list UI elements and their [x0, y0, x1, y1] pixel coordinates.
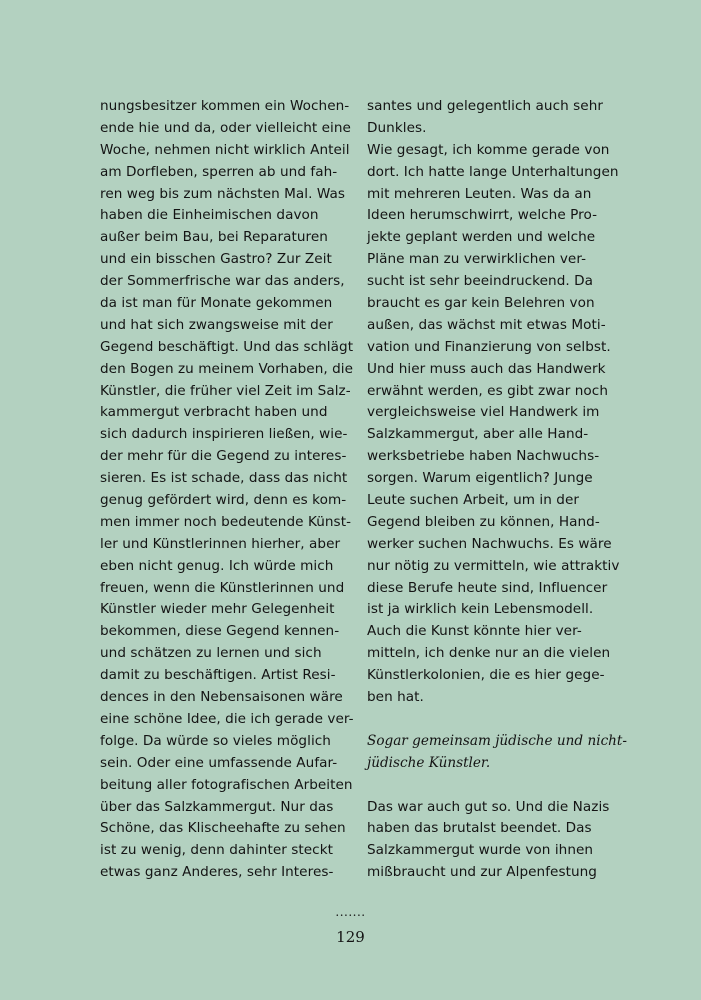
text-line: men immer noch bedeutende Künst-	[100, 513, 352, 530]
text-line: sein. Oder eine umfassende Aufar-	[100, 754, 338, 771]
text-line: mit mehreren Leuten. Was da an	[367, 185, 592, 202]
text-line: Leute suchen Arbeit, um in der	[367, 492, 580, 509]
text-line: Salzkammergut wurde von ihnen	[367, 842, 594, 859]
text-line: beitung aller fotografischen Arbeiten	[100, 776, 353, 793]
text-line: vation und Finanzierung von selbst.	[367, 338, 611, 355]
text-line: ende hie und da, oder vielleicht eine	[100, 119, 351, 136]
text-line: Salzkammergut, aber alle Hand-	[367, 426, 589, 443]
text-line: ist ja wirklich kein Lebensmodell.	[367, 601, 594, 618]
question-line: Sogar gemeinsam jüdische und nicht-	[367, 732, 627, 749]
text-line: und ein bisschen Gastro? Zur Zeit	[100, 251, 332, 268]
text-line: mitteln, ich denke nur an die vielen	[367, 645, 611, 662]
text-column-left	[100, 96, 362, 884]
text-column-right	[367, 96, 637, 884]
paragraph-spacer	[367, 775, 637, 797]
text-line: den Bogen zu meinem Vorhaben, die	[100, 360, 354, 377]
text-line: diese Berufe heute sind, Influencer	[367, 579, 608, 596]
text-line: Auch die Kunst könnte hier ver-	[367, 623, 582, 640]
text-line: und schätzen zu lernen und sich	[100, 645, 322, 662]
text-line: der mehr für die Gegend zu interes-	[100, 448, 347, 465]
text-line: Pläne man zu verwirklichen ver-	[367, 251, 587, 268]
text-line: und hat sich zwangsweise mit der	[100, 316, 333, 333]
text-line: freuen, wenn die Künstlerinnen und	[100, 579, 345, 596]
text-line: Dunkles.	[367, 119, 427, 136]
text-line: ben hat.	[367, 689, 424, 706]
text-line: haben das brutalst beendet. Das	[367, 820, 592, 837]
text-line: jekte geplant werden und welche	[367, 229, 596, 246]
text-line: sieren. Es ist schade, dass das nicht	[100, 470, 348, 487]
text-line: der Sommerfrische war das anders,	[100, 273, 345, 290]
text-line: am Dorfleben, sperren ab und fah-	[100, 163, 338, 180]
page-ornament: .......	[335, 905, 366, 919]
text-line: kammergut verbracht haben und	[100, 404, 328, 421]
text-line: Künstler wieder mehr Gelegenheit	[100, 601, 335, 618]
text-line: sucht ist sehr beeindruckend. Da	[367, 273, 594, 290]
text-line: werker suchen Nachwuchs. Es wäre	[367, 535, 612, 552]
text-line: Schöne, das Klischeehafte zu sehen	[100, 820, 346, 837]
text-line: folge. Da würde so vieles möglich	[100, 732, 331, 749]
text-line: haben die Einheimischen davon	[100, 207, 319, 224]
text-line: ist zu wenig, denn dahinter steckt	[100, 842, 333, 859]
text-line: Künstlerkolonien, die es hier gege-	[367, 667, 605, 684]
text-line: Künstler, die früher viel Zeit im Salz-	[100, 382, 351, 399]
text-line: Woche, nehmen nicht wirklich Anteil	[100, 141, 350, 158]
text-line: genug gefördert wird, denn es kom-	[100, 492, 347, 509]
paragraph-spacer	[367, 709, 637, 731]
text-line: eine schöne Idee, die ich gerade ver-	[100, 710, 354, 727]
text-line: nungsbesitzer kommen ein Wochen-	[100, 98, 350, 114]
text-line: Und hier muss auch das Handwerk	[367, 360, 606, 377]
text-line: außer beim Bau, bei Reparaturen	[100, 229, 328, 246]
question-line: jüdische Künstler.	[367, 754, 491, 771]
text-line: mißbraucht und zur Alpenfestung	[367, 864, 597, 881]
text-line: etwas ganz Anderes, sehr Interes-	[100, 864, 334, 881]
text-line: Gegend bleiben zu können, Hand-	[367, 513, 600, 530]
text-line: erwähnt werden, es gibt zwar noch	[367, 382, 608, 399]
text-line: über das Salzkammergut. Nur das	[100, 798, 334, 815]
text-line: braucht es gar kein Belehren von	[367, 295, 595, 312]
text-line: santes und gelegentlich auch sehr	[367, 98, 603, 114]
text-line: Das war auch gut so. Und die Nazis	[367, 798, 610, 815]
text-line: sorgen. Warum eigentlich? Junge	[367, 470, 593, 487]
text-line: Wie gesagt, ich komme gerade von	[367, 141, 610, 158]
text-line: da ist man für Monate gekommen	[100, 295, 333, 312]
text-line: sich dadurch inspirieren ließen, wie-	[100, 426, 348, 443]
text-line: dort. Ich hatte lange Unterhaltungen	[367, 163, 619, 180]
text-line: vergleichsweise viel Handwerk im	[367, 404, 600, 421]
text-line: nur nötig zu vermitteln, wie attraktiv	[367, 557, 620, 574]
text-line: damit zu beschäftigen. Artist Resi-	[100, 667, 336, 684]
text-line: außen, das wächst mit etwas Moti-	[367, 316, 606, 333]
text-line: eben nicht genug. Ich würde mich	[100, 557, 334, 574]
text-line: Gegend beschäftigt. Und das schlägt	[100, 338, 354, 355]
text-line: Ideen herumschwirrt, welche Pro-	[367, 207, 598, 224]
page-number: 129	[336, 928, 365, 946]
text-line: ren weg bis zum nächsten Mal. Was	[100, 185, 346, 202]
text-line: bekommen, diese Gegend kennen-	[100, 623, 340, 640]
text-line: ler und Künstlerinnen hierher, aber	[100, 535, 341, 552]
interview-question	[367, 731, 637, 775]
text-line: dences in den Nebensaisonen wäre	[100, 689, 343, 706]
text-line: werksbetriebe haben Nachwuchs-	[367, 448, 600, 465]
